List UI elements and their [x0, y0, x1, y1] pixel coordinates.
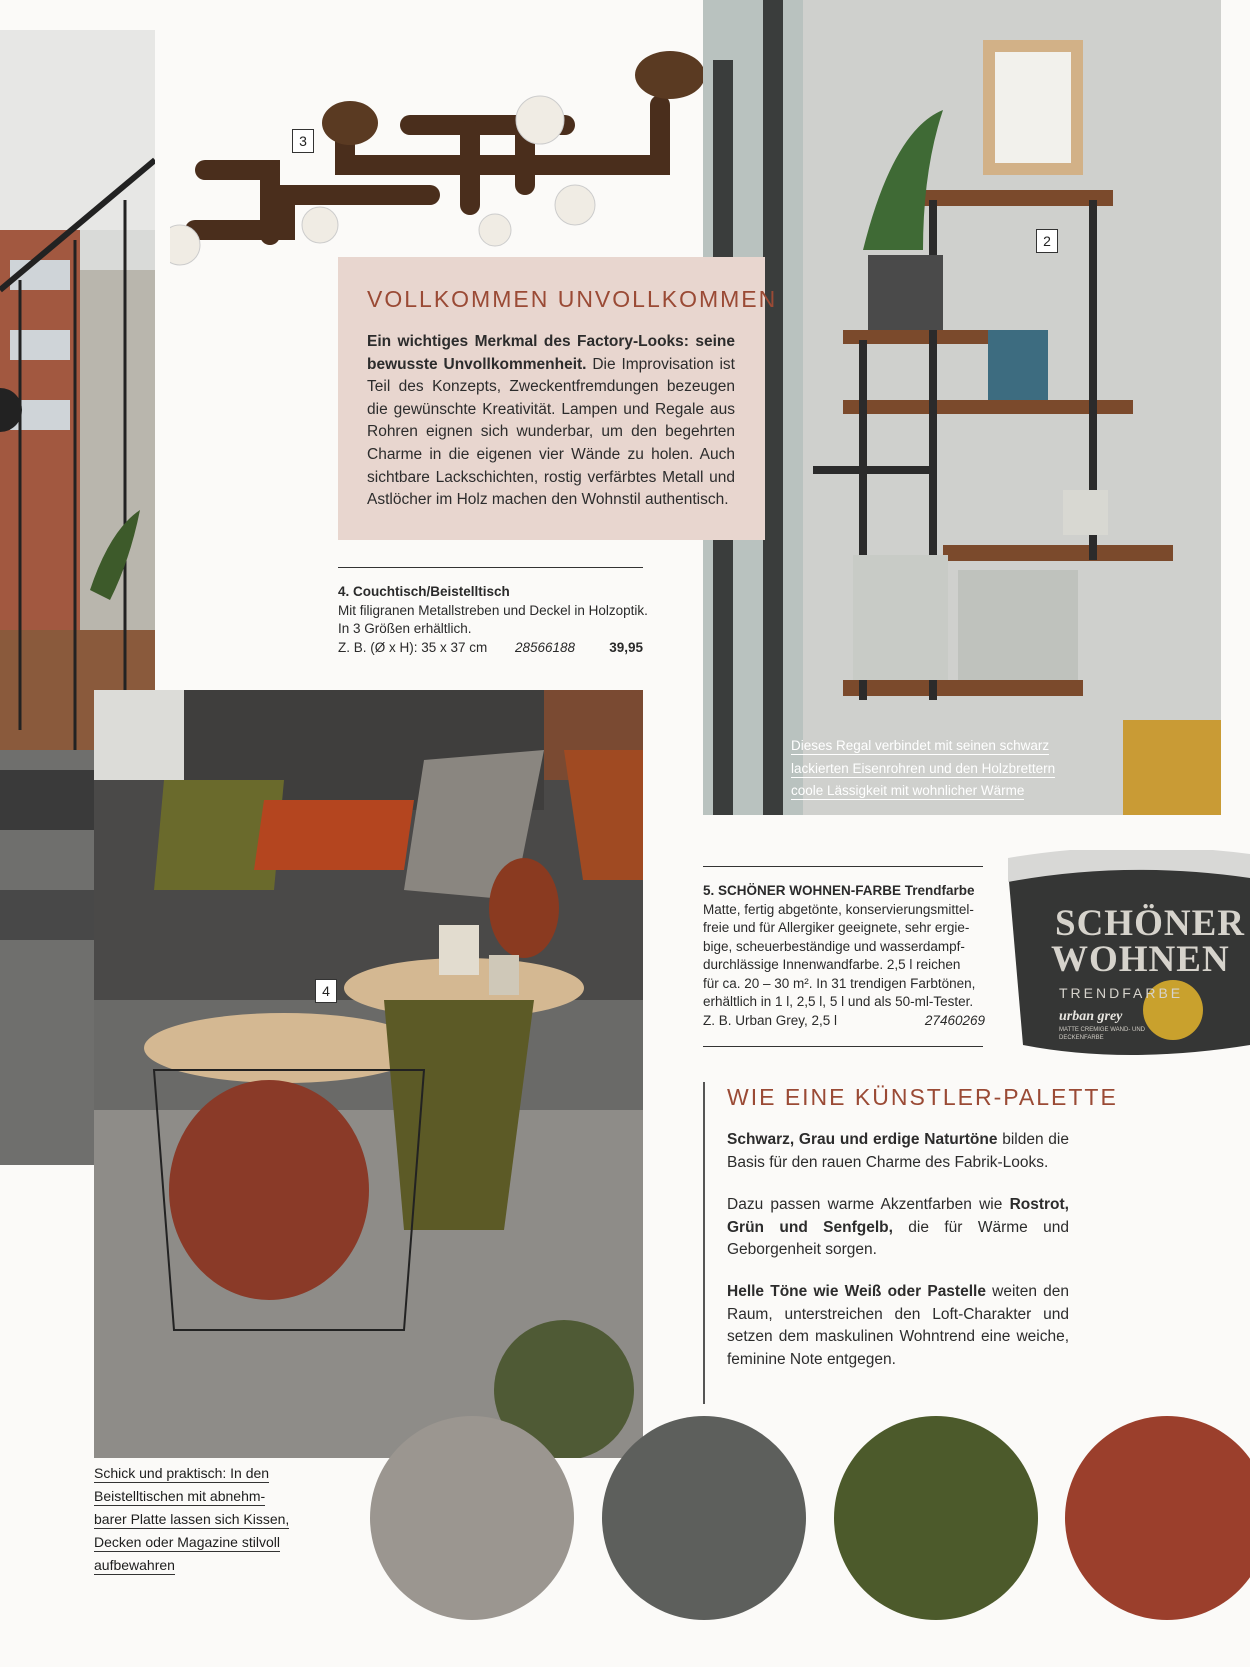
product5-bottom-rule [703, 1046, 983, 1047]
product5-article: 27460269 [924, 1012, 985, 1028]
badge-table: 4 [315, 979, 337, 1003]
product5-line: für ca. 20 – 30 m². In 31 trendigen Farbtönen, [703, 975, 976, 991]
product4-rule [338, 567, 643, 568]
paint-bucket [1003, 850, 1250, 1060]
badge-lamp: 3 [292, 129, 314, 153]
palette-p3-text: weiten den Raum, unterstreichen den Loft-Charakter und setzen dem maskulinen Wohntrend eine weiche, feminine Note entgegen. [727, 1283, 1070, 1368]
bucket-brand-2: WOHNEN [1051, 939, 1230, 980]
palette-p1 [727, 1129, 1069, 1174]
intro-paragraph [367, 331, 735, 512]
product5-title: 5. SCHÖNER WOHNEN-FARBE Trendfarbe [703, 883, 975, 898]
intro-heading: VOLLKOMMEN UNVOLLKOMMEN [367, 286, 778, 312]
table-caption-line5: aufbewahren [94, 1557, 175, 1573]
color-swatch-dark-grey [602, 1416, 806, 1620]
color-swatch-rust [1065, 1416, 1250, 1620]
product5-info [703, 882, 988, 1031]
palette-p2 [727, 1194, 1069, 1262]
product5-line: freie und für Allergiker geeignete, sehr ergie- [703, 920, 970, 935]
product4-info [338, 583, 648, 659]
palette-p2-text-b: die für Wärme und Geborgenheit sorgen. [727, 1218, 1069, 1258]
palette-p2-bold: Rostrot, Grün und Senfgelb, [727, 1196, 1069, 1236]
product5-line: erhältlich in 1 l, 2,5 l, 5 l und als 50-ml-Tester. [703, 994, 974, 1009]
badge-shelf: 2 [1036, 229, 1058, 253]
bucket-shade: urban grey [1059, 1009, 1123, 1024]
product5-line: durchlässige Innenwandfarbe. 2,5 l reichen [703, 957, 961, 972]
palette-heading: WIE EINE KÜNSTLER-PALETTE [727, 1084, 1118, 1110]
bucket-brand-1: SCHÖNER [1055, 903, 1245, 944]
shelf-photo [703, 0, 1221, 815]
palette-p1-text: bilden die Basis für den rauen Charme des Fabrik-Looks. [727, 1131, 1069, 1171]
product5-rule [703, 866, 983, 867]
product5-line: Matte, fertig abgetönte, konservierungsmittel- [703, 901, 974, 917]
product4-title: 4. Couchtisch/Beistelltisch [338, 584, 510, 599]
intro-bold-lead: Ein wichtiges Merkmal des Factory-Looks: seine bewusste Unvollkommenheit. [367, 333, 735, 373]
bucket-sub: MATTE CREMIGE WAND- UND DECKENFARBE [1059, 1027, 1145, 1041]
color-swatch-olive [834, 1416, 1038, 1620]
color-swatch-grey [370, 1416, 574, 1620]
table-caption-line4: Decken oder Magazine stilvoll [94, 1534, 280, 1550]
shelf-caption-line2: lackierten Eisenrohren und den Holzbrettern [791, 760, 1056, 776]
palette-p2-text-a: Dazu passen warme Akzentfarben wie [727, 1196, 1010, 1213]
shelf-caption [791, 735, 1055, 803]
shelf-caption-line3: coole Lässigkeit mit wohnlicher Wärme [791, 783, 1025, 798]
palette-p1-bold: Schwarz, Grau und erdige Naturtöne [727, 1131, 998, 1148]
product5-variant: Z. B. Urban Grey, 2,5 l [703, 1012, 838, 1028]
shelf-caption-line1: Dieses Regal verbindet mit seinen schwarz [791, 738, 1050, 753]
pipe-lamp-image [170, 35, 710, 280]
table-caption [94, 1462, 289, 1577]
product4-line2: In 3 Größen erhältlich. [338, 621, 472, 636]
palette-p3 [727, 1281, 1069, 1371]
product5-line: bige, scheuerbeständige und wasserdampf- [703, 938, 965, 954]
product4-article: 28566188 [515, 639, 576, 655]
bucket-product: TRENDFARBE [1059, 985, 1184, 1001]
table-caption-line1: Schick und praktisch: In den [94, 1465, 270, 1481]
sofa-table-photo [94, 690, 643, 1458]
product4-size: Z. B. (Ø x H): 35 x 37 cm [338, 639, 488, 655]
intro-text: Die Improvisation ist Teil des Konzepts, Zweckentfremdungen bezeugen die gewünschte Kreativität. Lampen und Regale aus Rohren eignen sich wunderbar, um den begehrten Charme in die eigenen vier Wände zu holen. Auch sichtbare Lackschichten, rostig verfärbtes Metall und Astlöcher im Holz machen den Wohnstil authentisch. [367, 355, 735, 509]
table-caption-line3: barer Platte lassen sich Kissen, [94, 1511, 290, 1527]
palette-p3-bold: Helle Töne wie Weiß oder Pastelle [727, 1283, 986, 1300]
table-caption-line2: Beistelltischen mit abnehm- [94, 1488, 266, 1504]
palette-vline [703, 1082, 705, 1404]
product4-price: 39,95 [609, 639, 643, 655]
product4-line1: Mit filigranen Metallstreben und Deckel in Holzoptik. [338, 602, 648, 618]
